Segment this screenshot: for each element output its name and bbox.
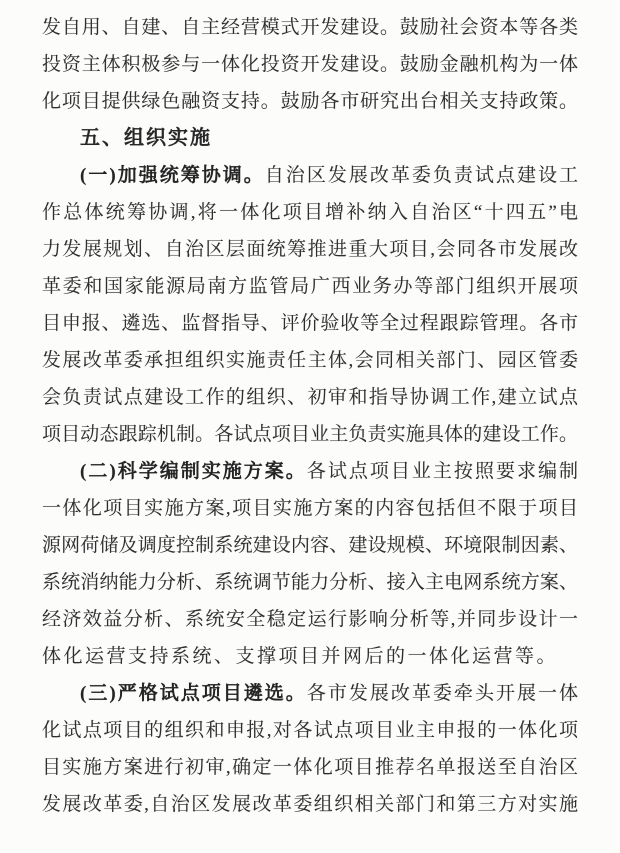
text-line: 化试点项目的组织和申报,对各试点项目业主申报的一体化项 [42,720,578,741]
text-line: (二)科学编制实施方案。各试点项目业主按照要求编制 [80,461,578,482]
text-line: 发展改革委承担组织实施责任主体,会同相关部门、园区管委 [42,350,578,371]
text-line: (一)加强统筹协调。自治区发展改革委负责试点建设工 [80,165,578,186]
paragraph-lead-bold: (三)严格试点项目遴选。 [80,683,307,704]
text-line: 源网荷储及调度控制系统建设内容、建设规模、环境限制因素、 [42,535,578,556]
paragraph-lead-bold: (一)加强统筹协调。 [80,165,265,186]
text-line: 发展改革委,自治区发展改革委组织相关部门和第三方对实施 [42,794,578,815]
text-line: 力发展规划、自治区层面统筹推进重大项目,会同各市发展改 [42,239,578,260]
text-line: 投资主体积极参与一体化投资开发建设。鼓励金融机构为一体 [42,54,578,75]
text-line: 会负责试点建设工作的组织、初审和指导协调工作,建立试点 [42,387,578,408]
document-body [42,9,578,823]
text-line: 系统消纳能力分析、系统调节能力分析、接入主电网系统方案、 [42,572,578,593]
text-line: 目实施方案进行初审,确定一体化项目推荐名单报送至自治区 [42,757,578,778]
text-line: 项目动态跟踪机制。各试点项目业主负责实施具体的建设工作。 [42,424,578,445]
text-line: (三)严格试点项目遴选。各市发展改革委牵头开展一体 [80,683,578,704]
paragraph-lead-bold: (二)科学编制实施方案。 [80,461,307,482]
section-heading: 五、组织实施 [80,127,212,149]
text-line: 体化运营支持系统、支撑项目并网后的一体化运营等。 [42,646,559,667]
text-line: 发自用、自建、自主经营模式开发建设。鼓励社会资本等各类 [42,17,578,38]
text-line: 化项目提供绿色融资支持。鼓励各市研究出台相关支持政策。 [42,91,578,112]
text-line: 目申报、遴选、监督指导、评价验收等全过程跟踪管理。各市 [42,313,578,334]
text-line: 作总体统筹协调,将一体化项目增补纳入自治区“十四五”电 [42,202,578,223]
text-line: 经济效益分析、系统安全稳定运行影响分析等,并同步设计一 [42,609,578,630]
text-line: 一体化项目实施方案,项目实施方案的内容包括但不限于项目 [42,498,578,519]
text-line: 革委和国家能源局南方监管局广西业务办等部门组织开展项 [42,276,578,297]
